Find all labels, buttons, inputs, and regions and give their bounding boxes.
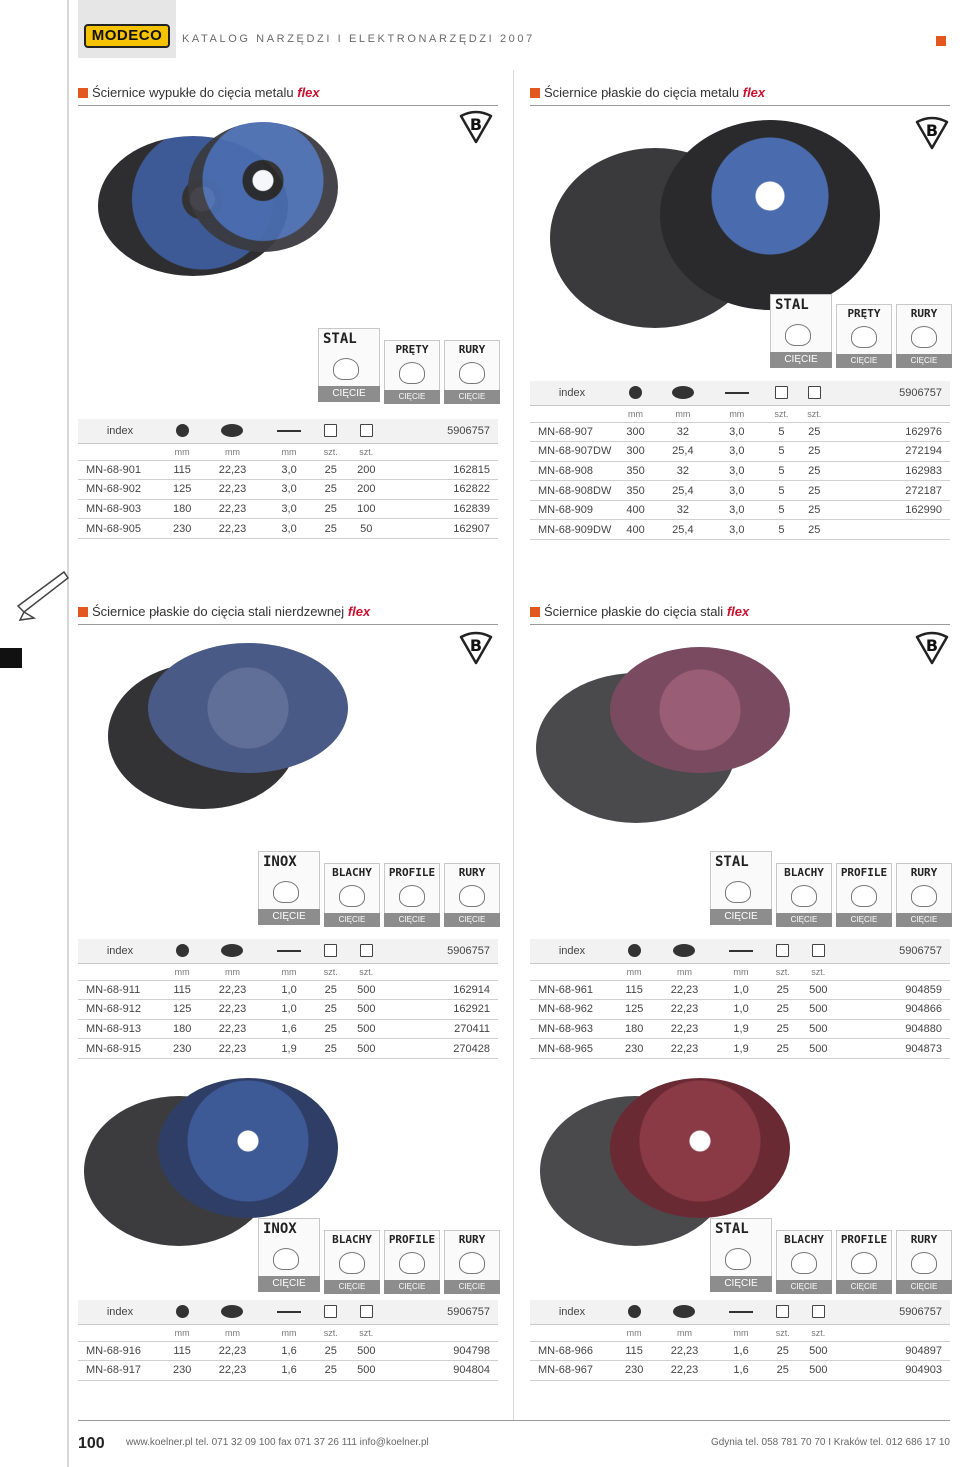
col-index: index	[78, 939, 162, 963]
svg-text:B: B	[469, 115, 483, 134]
col-code: 5906757	[831, 381, 950, 405]
table-row: MN-68-909 400 32 3,0 5 25 162990	[530, 500, 950, 520]
flex-logo-text: flex	[297, 85, 320, 100]
pack-icon	[315, 939, 346, 963]
table-row: MN-68-916 115 22,23 1,6 25 500 904798	[78, 1341, 498, 1361]
product-table	[530, 939, 950, 1059]
page-margin-line	[67, 0, 69, 1467]
section-convex-metal	[78, 84, 498, 544]
grinding-disc-image	[148, 643, 348, 773]
catalog-title: KATALOG NARZĘDZI I ELEKTRONARZĘDZI 2007	[182, 33, 535, 45]
section-inox-thin	[78, 1070, 498, 1390]
section-title-text: Ściernice płaskie do cięcia stali	[544, 604, 724, 619]
table-row: MN-68-917 230 22,23 1,6 25 500 904804	[78, 1361, 498, 1381]
page-footer	[78, 1420, 950, 1460]
carton-icon	[798, 381, 831, 405]
section-title	[530, 603, 950, 625]
grinding-disc-image	[158, 1078, 338, 1218]
table-header-row	[78, 1300, 498, 1324]
b-badge-icon	[458, 108, 494, 144]
table-row: MN-68-907 300 32 3,0 5 25 162976	[530, 422, 950, 442]
thickness-icon	[263, 939, 316, 963]
table-row: MN-68-965 230 22,23 1,9 25 500 904873	[530, 1039, 950, 1059]
diameter-icon	[614, 1300, 654, 1324]
table-header-row	[530, 939, 950, 963]
table-row: MN-68-912 125 22,23 1,0 25 500 162921	[78, 1000, 498, 1020]
section-flat-metal	[530, 84, 950, 544]
application-inox-icon: INOX CIĘCIE	[258, 851, 320, 927]
col-index: index	[78, 1300, 162, 1324]
flex-logo-text: flex	[347, 604, 371, 619]
table-unit-row: mm mm mm szt. szt.	[530, 1324, 950, 1341]
application-steel-icon: STAL CIĘCIE	[770, 294, 832, 368]
application-profiles-icon: PROFILE CIĘCIE	[836, 1230, 892, 1294]
application-rods-icon: PRĘTY CIĘCIE	[384, 340, 440, 404]
b-badge-icon	[914, 629, 950, 665]
section-title-text: Ściernice płaskie do cięcia stali nierdzewnej	[92, 604, 345, 619]
col-code: 5906757	[838, 1300, 950, 1324]
application-steel-icon: STAL CIĘCIE	[318, 328, 380, 404]
col-code: 5906757	[838, 939, 950, 963]
application-icons	[710, 851, 952, 927]
diameter-icon	[162, 419, 202, 443]
grinding-disc-image	[660, 120, 880, 310]
table-row: MN-68-902 125 22,23 3,0 25 200 162822	[78, 480, 498, 500]
application-sheets-icon: BLACHY CIĘCIE	[776, 1230, 832, 1294]
product-table	[530, 381, 950, 540]
table-row: MN-68-915 230 22,23 1,9 25 500 270428	[78, 1039, 498, 1059]
col-index: index	[530, 1300, 614, 1324]
table-unit-row: mm mm mm szt. szt.	[78, 1324, 498, 1341]
section-bullet-square	[530, 607, 540, 617]
bore-icon	[654, 1300, 714, 1324]
product-table	[78, 939, 498, 1059]
bore-icon	[657, 381, 709, 405]
table-row: MN-68-903 180 22,23 3,0 25 100 162839	[78, 499, 498, 519]
pack-icon	[767, 939, 798, 963]
table-unit-row: mm mm mm szt. szt.	[78, 443, 498, 460]
table-unit-row: mm mm mm szt. szt.	[530, 405, 950, 422]
table-row: MN-68-966 115 22,23 1,6 25 500 904897	[530, 1341, 950, 1361]
table-row: MN-68-967 230 22,23 1,6 25 500 904903	[530, 1361, 950, 1381]
product-table	[78, 1300, 498, 1381]
table-row: MN-68-907DW 300 25,4 3,0 5 25 272194	[530, 442, 950, 462]
section-title	[78, 603, 498, 625]
application-icons	[258, 1218, 500, 1294]
section-bullet-square	[78, 607, 88, 617]
section-title-text: Ściernice wypukłe do cięcia metalu	[92, 85, 294, 100]
table-row: MN-68-908DW 350 25,4 3,0 5 25 272187	[530, 481, 950, 501]
application-pipes-icon: RURY CIĘCIE	[444, 863, 500, 927]
grinding-disc-image	[188, 122, 338, 252]
table-row: MN-68-911 115 22,23 1,0 25 500 162914	[78, 980, 498, 1000]
application-icons	[770, 294, 952, 368]
application-pipes-icon: RURY CIĘCIE	[444, 340, 500, 404]
carton-icon	[346, 1300, 386, 1324]
col-code: 5906757	[386, 1300, 498, 1324]
table-row: MN-68-901 115 22,23 3,0 25 200 162815	[78, 460, 498, 480]
diameter-icon	[614, 939, 654, 963]
page-number: 100	[78, 1435, 105, 1452]
carton-icon	[346, 939, 386, 963]
section-flat-inox	[78, 603, 498, 1063]
pack-icon	[315, 1300, 346, 1324]
footer-contact-left: www.koelner.pl tel. 071 32 09 100 fax 071 37 26 111 info@koelner.pl	[126, 1437, 429, 1448]
svg-text:B: B	[925, 636, 939, 655]
col-index: index	[78, 419, 162, 443]
application-profiles-icon: PROFILE CIĘCIE	[836, 863, 892, 927]
table-row: MN-68-963 180 22,23 1,9 25 500 904880	[530, 1019, 950, 1039]
table-row: MN-68-913 180 22,23 1,6 25 500 270411	[78, 1019, 498, 1039]
application-sheets-icon: BLACHY CIĘCIE	[324, 863, 380, 927]
section-title	[530, 84, 950, 106]
diameter-icon	[614, 381, 657, 405]
section-title	[78, 84, 498, 106]
table-row: MN-68-961 115 22,23 1,0 25 500 904859	[530, 980, 950, 1000]
application-icons	[710, 1218, 952, 1294]
section-bullet-square	[530, 88, 540, 98]
modeco-logo: MODECO	[84, 24, 170, 48]
b-badge-icon	[914, 114, 950, 150]
section-bullet-square	[78, 88, 88, 98]
application-pipes-icon: RURY CIĘCIE	[896, 304, 952, 368]
svg-text:B: B	[925, 121, 939, 140]
col-index: index	[530, 939, 614, 963]
carton-icon	[798, 1300, 838, 1324]
application-profiles-icon: PROFILE CIĘCIE	[384, 863, 440, 927]
application-steel-icon: STAL CIĘCIE	[710, 851, 772, 927]
product-table	[530, 1300, 950, 1381]
column-divider-line	[513, 70, 514, 1420]
pack-icon	[315, 419, 346, 443]
application-pipes-icon: RURY CIĘCIE	[896, 863, 952, 927]
flex-logo-text: flex	[726, 604, 750, 619]
bore-icon	[202, 939, 262, 963]
table-header-row	[530, 1300, 950, 1324]
section-steel-thin	[530, 1070, 950, 1390]
application-steel-icon: STAL CIĘCIE	[710, 1218, 772, 1294]
pack-icon	[765, 381, 798, 405]
table-unit-row: mm mm mm szt. szt.	[530, 963, 950, 980]
application-rods-icon: PRĘTY CIĘCIE	[836, 304, 892, 368]
product-table	[78, 419, 498, 539]
table-row: MN-68-962 125 22,23 1,0 25 500 904866	[530, 1000, 950, 1020]
logo-box	[78, 0, 176, 58]
application-icons	[258, 851, 500, 927]
pack-icon	[767, 1300, 798, 1324]
footer-contact-right: Gdynia tel. 058 781 70 70 I Kraków tel. 012 686 17 10	[710, 1437, 950, 1448]
thickness-icon	[715, 1300, 768, 1324]
table-unit-row: mm mm mm szt. szt.	[78, 963, 498, 980]
col-code: 5906757	[386, 939, 498, 963]
application-icons	[318, 328, 500, 404]
bore-icon	[202, 419, 262, 443]
col-code: 5906757	[386, 419, 498, 443]
chapter-tab	[0, 648, 22, 668]
application-sheets-icon: BLACHY CIĘCIE	[776, 863, 832, 927]
thickness-icon	[709, 381, 765, 405]
section-flat-steel	[530, 603, 950, 1063]
header-corner-square	[936, 36, 946, 46]
svg-text:B: B	[469, 636, 483, 655]
bore-icon	[202, 1300, 262, 1324]
thickness-icon	[263, 419, 316, 443]
carton-icon	[346, 419, 386, 443]
b-badge-icon	[458, 629, 494, 665]
section-title-text: Ściernice płaskie do cięcia metalu	[544, 85, 740, 100]
table-row: MN-68-908 350 32 3,0 5 25 162983	[530, 461, 950, 481]
col-index: index	[530, 381, 614, 405]
application-pipes-icon: RURY CIĘCIE	[444, 1230, 500, 1294]
table-row: MN-68-905 230 22,23 3,0 25 50 162907	[78, 519, 498, 539]
application-profiles-icon: PROFILE CIĘCIE	[384, 1230, 440, 1294]
thickness-icon	[715, 939, 768, 963]
table-header-row	[78, 419, 498, 443]
bore-icon	[654, 939, 714, 963]
carton-icon	[798, 939, 838, 963]
diameter-icon	[162, 1300, 202, 1324]
flex-logo-text: flex	[742, 85, 766, 100]
table-row: MN-68-909DW 400 25,4 3,0 5 25	[530, 520, 950, 540]
table-header-row	[530, 381, 950, 405]
diameter-icon	[162, 939, 202, 963]
thickness-icon	[263, 1300, 316, 1324]
table-header-row	[78, 939, 498, 963]
application-sheets-icon: BLACHY CIĘCIE	[324, 1230, 380, 1294]
grinding-disc-image	[610, 1078, 790, 1218]
application-pipes-icon: RURY CIĘCIE	[896, 1230, 952, 1294]
page-header	[78, 0, 950, 60]
grinding-disc-image	[610, 647, 790, 773]
saw-blade-icon	[14, 566, 70, 622]
application-inox-icon: INOX CIĘCIE	[258, 1218, 320, 1294]
